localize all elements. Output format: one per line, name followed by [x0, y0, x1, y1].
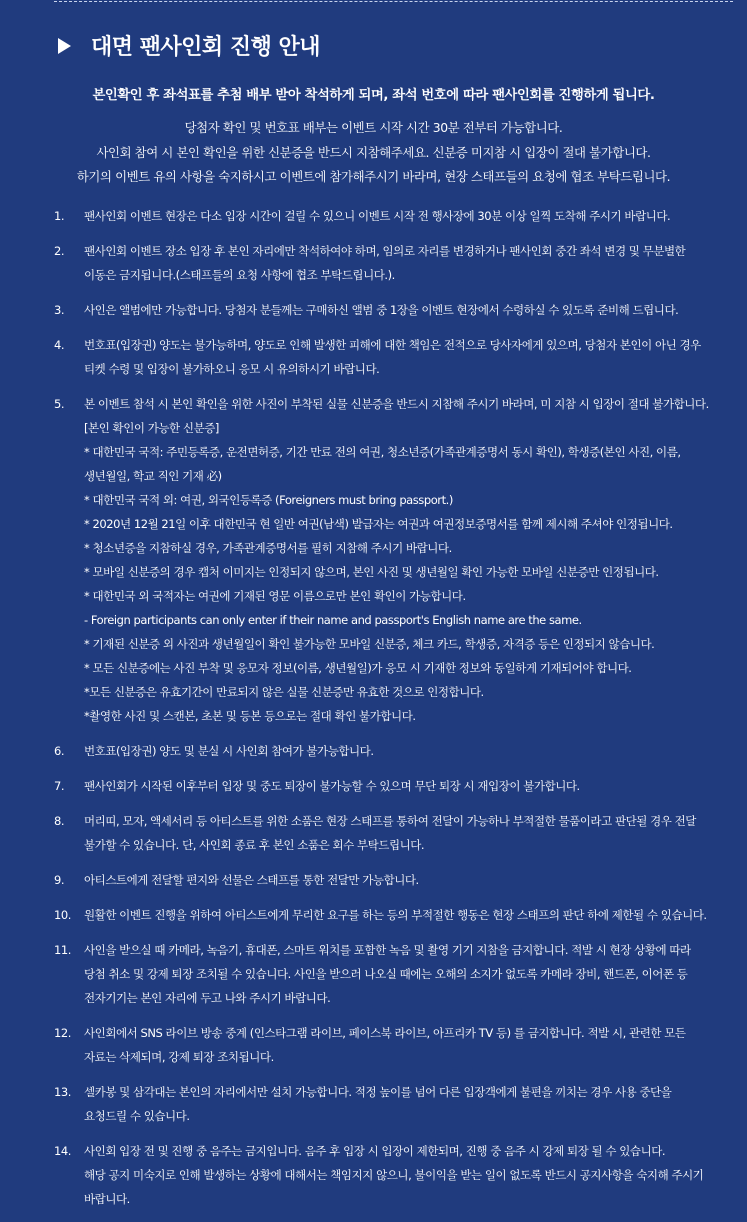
triangle-bullet-icon: [58, 38, 71, 54]
notice-item: [0, 774, 747, 798]
notice-number: 12.: [54, 1026, 71, 1040]
notice-item: [0, 903, 747, 927]
notice-number: 2.: [54, 244, 65, 258]
notice-item: [0, 739, 747, 763]
notice-line: *촬영한 사진 및 스캔본, 초본 및 등본 등으로는 절대 확인 불가합니다.: [84, 709, 416, 723]
notice-item: [0, 392, 747, 728]
notice-line: 자료는 삭제되며, 강제 퇴장 조치됩니다.: [84, 1050, 274, 1064]
notice-item: [0, 1080, 747, 1128]
notice-line: 셀카봉 및 삼각대는 본인의 자리에서만 설치 가능합니다. 적정 높이를 넘어 다른 입장객에게 불편을 끼치는 경우 사용 중단을: [84, 1085, 672, 1099]
intro-line: 사인회 참여 시 본인 확인을 위한 신분증을 반드시 지참해주세요. 신분증 미지참 시 입장이 절대 불가합니다.: [96, 144, 651, 160]
notice-number: 8.: [54, 814, 65, 828]
notice-line: 번호표(입장권) 양도는 불가능하며, 양도로 인해 발생한 피해에 대한 책임은 전적으로 당사자에게 있으며, 당첨자 본인이 아닌 경우: [84, 338, 701, 352]
notice-line: * 2020년 12월 21일 이후 대한민국 현 일반 여권(남색) 발급자는 여권과 여권정보증명서를 함께 제시해 주셔야 인정됩니다.: [84, 517, 673, 531]
notice-item: [0, 298, 747, 322]
notice-item: [0, 938, 747, 1010]
intro-line: 당첨자 확인 및 번호표 배부는 이벤트 시작 시간 30분 전부터 가능합니다.: [184, 120, 563, 135]
notice-number: 7.: [54, 779, 65, 793]
notice-line: * 청소년증을 지참하실 경우, 가족관계증명서를 필히 지참해 주시기 바랍니다.: [84, 541, 452, 555]
notice-number: 4.: [54, 338, 65, 352]
notice-line: * 대한민국 국적: 주민등록증, 운전면허증, 기간 만료 전의 여권, 청소년증(가족관계증명서 동시 확인), 학생증(본인 사진, 이름,: [84, 445, 681, 459]
notice-line: 바랍니다.: [84, 1192, 130, 1206]
notice-line: 머리띠, 모자, 액세서리 등 아티스트를 위한 소품은 현장 스태프를 통하여 전달이 가능하나 부적절한 물품이라고 판단될 경우 전달: [84, 814, 696, 828]
notice-item: [0, 1139, 747, 1211]
notice-line: 아티스트에게 전달할 편지와 선물은 스태프를 통한 전달만 가능합니다.: [84, 873, 419, 887]
notice-item: [0, 809, 747, 857]
notice-number: 3.: [54, 303, 65, 317]
notice-number: 5.: [54, 397, 65, 411]
notice-line: 본 이벤트 참석 시 본인 확인을 위한 사진이 부착된 실물 신분증을 반드시 지참해 주시기 바라며, 미 지참 시 입장이 절대 불가합니다.: [84, 397, 709, 411]
notice-line: 불가할 수 있습니다. 단, 사인회 종료 후 본인 소품은 회수 부탁드립니다.: [84, 838, 425, 852]
notice-item: [0, 239, 747, 287]
notice-line: 해당 공지 미숙지로 인해 발생하는 상황에 대해서는 책임지지 않으니, 불이익을 받는 일이 없도록 반드시 공지사항을 숙지해 주시기: [84, 1168, 704, 1182]
notice-line: 요청드릴 수 있습니다.: [84, 1109, 190, 1123]
notice-number: 13.: [54, 1085, 71, 1099]
notice-line: 당첨 취소 및 강제 퇴장 조치될 수 있습니다. 사인을 받으러 나오실 때에는 오해의 소지가 없도록 카메라 장비, 핸드폰, 이어폰 등: [84, 967, 688, 981]
notice-item: [0, 868, 747, 892]
notice-number: 9.: [54, 873, 65, 887]
notice-line: 팬사인회가 시작된 이후부터 입장 및 중도 퇴장이 불가능할 수 있으며 무단 퇴장 시 재입장이 불가합니다.: [84, 779, 580, 793]
intro-text: [0, 116, 747, 190]
notice-line: [본인 확인이 가능한 신분증]: [84, 421, 219, 435]
notice-number: 10.: [54, 908, 71, 922]
notice-line: * 대한민국 외 국적자는 여권에 기재된 영문 이름으로만 본인 확인이 가능합니다.: [84, 589, 466, 603]
notice-line: * 기재된 신분증 외 사진과 생년월일이 확인 불가능한 모바일 신분증, 체크 카드, 학생증, 자격증 등은 인정되지 않습니다.: [84, 637, 655, 651]
notice-line: * 대한민국 국적 외: 여권, 외국인등록증 (Foreigners must bring passport.): [84, 493, 453, 507]
notice-number: 14.: [54, 1144, 71, 1158]
notice-line: *모든 신분증은 유효기간이 만료되지 않은 실물 신분증만 유효한 것으로 인정합니다.: [84, 685, 484, 699]
notice-number: 11.: [54, 943, 71, 957]
notice-line: 이동은 금지됩니다.(스태프들의 요청 사항에 협조 부탁드립니다.).: [84, 268, 395, 282]
top-divider: [54, 1, 733, 2]
notice-line: 팬사인회 이벤트 장소 입장 후 본인 자리에만 착석하여야 하며, 임의로 자리를 변경하거나 팬사인회 중간 좌석 변경 및 무분별한: [84, 244, 686, 258]
notice-number: 1.: [54, 209, 65, 223]
intro-line: 하기의 이벤트 유의 사항을 숙지하시고 이벤트에 참가해주시기 바라며, 현장 스태프들의 요청에 협조 부탁드립니다.: [76, 169, 671, 184]
notice-line: 번호표(입장권) 양도 및 분실 시 사인회 참여가 불가능합니다.: [84, 744, 374, 758]
notice-line: 전자기기는 본인 자리에 두고 나와 주시기 바랍니다.: [84, 991, 331, 1005]
notice-line: 팬사인회 이벤트 현장은 다소 입장 시간이 걸릴 수 있으니 이벤트 시작 전 행사장에 30분 이상 일찍 도착해 주시기 바랍니다.: [84, 209, 671, 223]
notice-line: 생년월일, 학교 직인 기재 必): [84, 469, 222, 483]
page-title: 대면 팬사인회 진행 안내: [91, 35, 320, 60]
notice-line: * 모든 신분증에는 사진 부착 및 응모자 정보(이름, 생년월일)가 응모 시 기재한 정보와 동일하게 기재되어야 합니다.: [84, 661, 632, 675]
notice-item: [0, 204, 747, 228]
notice-line: 티켓 수령 및 입장이 불가하오니 응모 시 유의하시기 바랍니다.: [84, 362, 380, 376]
notice-line: * 모바일 신분증의 경우 캡처 이미지는 인정되지 않으며, 본인 사진 및 생년월일 확인 가능한 모바일 신분증만 인정됩니다.: [84, 565, 659, 579]
lead-text: 본인확인 후 좌석표를 추첨 배부 받아 착석하게 되며, 좌석 번호에 따라 팬사인회를 진행하게 됩니다.: [92, 88, 655, 103]
notice-line: 사인회 입장 전 및 진행 중 음주는 금지입니다. 음주 후 입장 시 입장이 제한되며, 진행 중 음주 시 강제 퇴장 될 수 있습니다.: [84, 1144, 666, 1158]
notice-line: 사인은 앨범에만 가능합니다. 당첨자 분들께는 구매하신 앨범 중 1장을 이벤트 현장에서 수령하실 수 있도록 준비해 드립니다.: [84, 303, 679, 317]
notice-line: 원활한 이벤트 진행을 위하여 아티스트에게 무리한 요구를 하는 등의 부적절한 행동은 현장 스태프의 판단 하에 제한될 수 있습니다.: [84, 908, 707, 922]
notice-item: [0, 333, 747, 381]
notice-item: [0, 1021, 747, 1069]
notice-number: 6.: [54, 744, 65, 758]
section-header: [58, 30, 320, 61]
notice-list: [0, 204, 747, 1222]
notice-line: 사인을 받으실 때 카메라, 녹음기, 휴대폰, 스마트 워치를 포함한 녹음 및 촬영 기기 지참을 금지합니다. 적발 시 현장 상황에 따라: [84, 943, 691, 957]
notice-line: 사인회에서 SNS 라이브 방송 중계 (인스타그램 라이브, 페이스북 라이브, 아프리카 TV 등) 를 금지합니다. 적발 시, 관련한 모든: [84, 1026, 686, 1040]
notice-line: - Foreign participants can only enter if their name and passport's English name are the same.: [84, 613, 582, 627]
